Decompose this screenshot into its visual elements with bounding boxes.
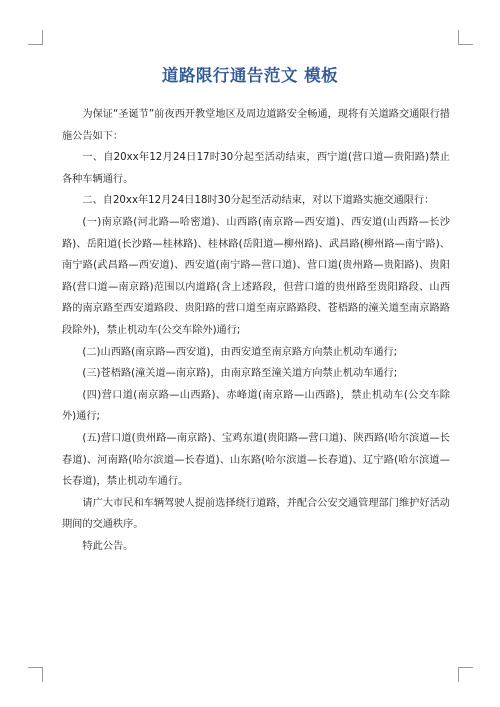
paragraph-sub-3: (三)苍梧路(潼关道—南京路)，由南京路至潼关道方向禁止机动车通行; (82, 368, 398, 380)
paragraph-item-1: 一、自20xx年12月24日17时30分起至活动结束，西宁道(营口道—贵阳路)禁止各种车辆通行。 (62, 152, 450, 185)
paragraph-sub-5: (五)营口道(贵州路—南京路)、宝鸡东道(贵阳路—营口道)、陕西路(哈尔滨道—长春道)、河南路(哈尔滨道—长春道)、山东路(哈尔滨道—长春道)、辽宁路(哈尔滨道—长春道)，禁止机动车通行。 (62, 432, 450, 488)
crop-mark-top-right (458, 30, 473, 45)
paragraph-intro: 为保证“圣诞节”前夜西开教堂地区及周边道路安全畅通，现将有关道路交通限行措施公告如下： (62, 109, 450, 142)
document-body (62, 104, 450, 557)
crop-mark-bottom-right (458, 667, 473, 682)
crop-mark-bottom-left (28, 667, 43, 682)
paragraph-sub-1: (一)南京路(河北路—哈密道)、山西路(南京路—西安道)、西安道(山西路—长沙路)、岳阳道(长沙路—桂林路)、桂林路(岳阳道—柳州路)、武昌路(柳州路—南宁路)、南宁路(武昌路—西安道)、西安道(南宁路—营口道)、营口道(贵州路—贵阳路)、贵阳路(营口道—南京路)范围以内道路(含上述路段，但营口道的贵州路至贵阳路段、山西路的南京路至西安道路段、贵阳路的营口道至南京路路段、苍梧路的潼关道至南京路路段除外)，禁止机动车(公交车除外)通行; (62, 216, 450, 336)
paragraph-sub-2: (二)山西路(南京路—西安道)，由西安道至南京路方向禁止机动车通行; (82, 346, 398, 358)
paragraph-closing: 特此公告。 (82, 540, 134, 552)
paragraph-item-2: 二、自20xx年12月24日18时30分起至活动结束，对以下道路实施交通限行： (82, 195, 435, 207)
paragraph-appeal: 请广大市民和车辆驾驶人提前选择绕行道路，并配合公安交通管理部门维护好活动期间的交通秩序。 (62, 497, 450, 531)
paragraph-sub-4: (四)营口道(南京路—山西路)、赤峰道(南京路—山西路)，禁止机动车(公交车除外)通行; (62, 389, 450, 423)
document-title: 道路限行通告范文 模板 (161, 66, 339, 85)
crop-mark-top-left (28, 30, 43, 45)
